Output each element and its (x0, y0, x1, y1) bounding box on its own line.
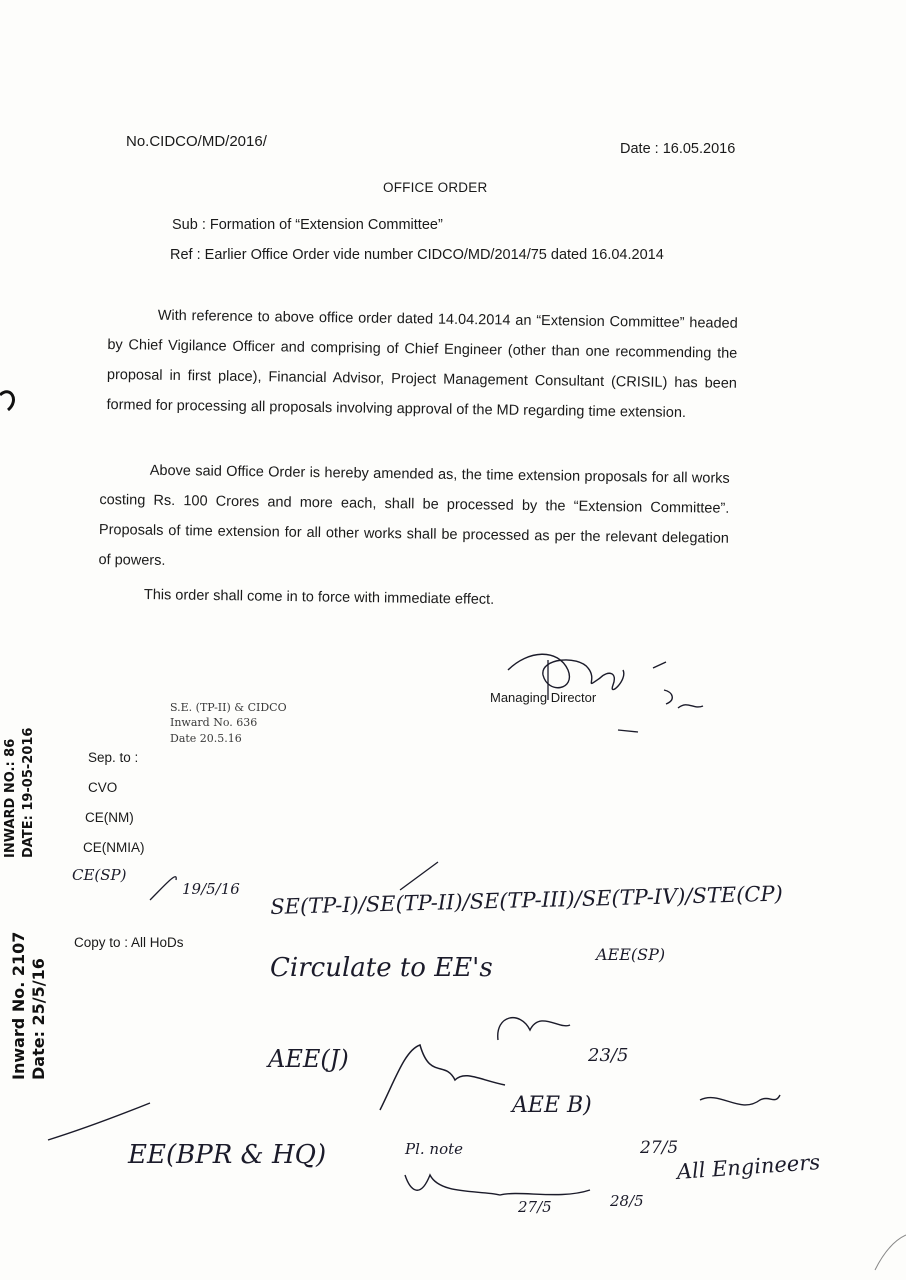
page-title: OFFICE ORDER (383, 180, 488, 195)
handwritten-pl-note: Pl. note (405, 1140, 464, 1158)
margin-inward-bottom: Inward No. 2107 (9, 931, 28, 1080)
paragraph-1-text: With reference to above office order dated 14.04.2014 an “Extension Committee” headed by Chief Vigilance Officer and comprising of Chief Engineer (other than one recommending the proposal in first place), Financial Advisor, Project Management Consultant (CRISIL) has been formed for processing all proposals involving approval of the MD regarding time extension. (106, 307, 738, 422)
distribution-ce-nm: CE(NM) (85, 810, 134, 825)
copy-to-line: Copy to : All HoDs (74, 935, 184, 950)
handwritten-date-27b: 27/5 (518, 1198, 552, 1216)
paragraph-2-text: Above said Office Order is hereby amended as, the time extension proposals for all works costing Rs. 100 Crores and more each, shall be processed by the “Extension Committee”. Proposals of time extension for all other works shall be processed as per the relevant delegation of powers. (98, 462, 730, 569)
distribution-ce-nmia: CE(NMIA) (83, 840, 145, 855)
inward-stamp-date: Date 20.5.16 (170, 731, 242, 745)
paragraph-3: This order shall come in to force with immediate effect. (143, 587, 495, 608)
reference-line: Ref : Earlier Office Order vide number CIDCO/MD/2014/75 dated 16.04.2014 (170, 247, 664, 263)
handwritten-se-list: SE(TP-I)/SE(TP-II)/SE(TP-III)/SE(TP-IV)/STE(CP) (270, 881, 784, 919)
distribution-cvo: CVO (88, 780, 118, 795)
handwritten-date-23: 23/5 (588, 1045, 629, 1066)
signatory-designation: Managing Director (490, 690, 597, 705)
handwritten-aee-sp: AEE(SP) (596, 945, 666, 964)
handwritten-date-27: 27/5 (640, 1138, 679, 1158)
subject-line: Sub : Formation of “Extension Committee” (172, 217, 443, 233)
handwritten-aee-b: AEE B) (512, 1093, 592, 1118)
document-date: Date : 16.05.2016 (620, 141, 736, 157)
handwritten-ce-sp: CE(SP) (72, 866, 127, 884)
reference-number: No.CIDCO/MD/2016/ (126, 133, 267, 150)
margin-date-bottom: Date: 25/5/16 (29, 958, 48, 1080)
inward-stamp-office: S.E. (TP-II) & CIDCO (170, 701, 287, 714)
handwritten-date-initial: 19/5/16 (182, 880, 240, 898)
sep-to-label: Sep. to : (88, 750, 139, 765)
handwritten-all-engineers: All Engineers (676, 1149, 821, 1184)
inward-stamp-number: Inward No. 636 (170, 716, 258, 730)
handwritten-circulate: Circulate to EE's (270, 953, 493, 983)
handwritten-aee-j: AEE(J) (268, 1045, 349, 1073)
margin-inward-top: INWARD NO.: 86 (3, 738, 18, 858)
margin-date-top: DATE: 19-05-2016 (21, 727, 36, 858)
handwritten-ee-bpr: EE(BPR & HQ) (128, 1140, 327, 1170)
handwritten-date-28: 28/5 (610, 1192, 644, 1210)
